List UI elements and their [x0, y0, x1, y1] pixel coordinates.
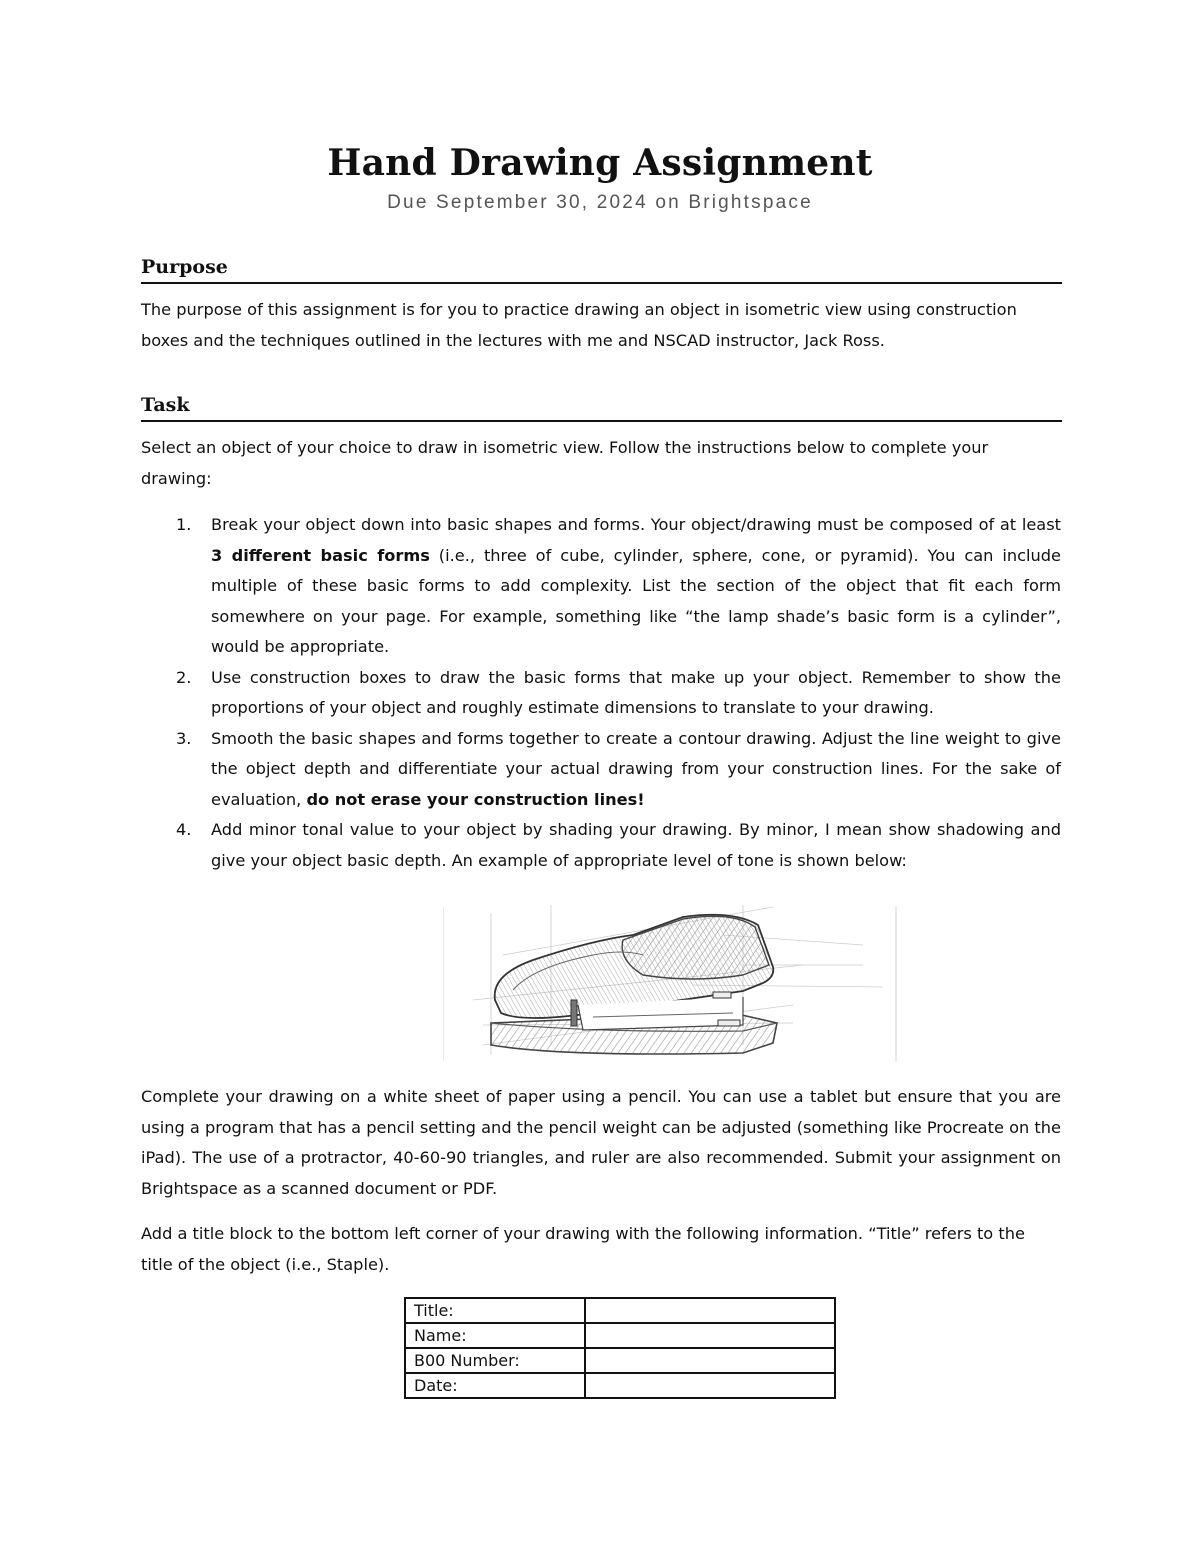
step-text: (i.e., three of cube, cylinder, sphere, cone, or pyramid). You can include multiple of these basic forms to add complexity. List the section of the object that fit each form somewhere on your page. For example, something like “the lamp shade’s basic form is a cylinder”, would be appropriate.	[211, 545, 1061, 656]
step-text: Break your object down into basic shapes and forms. Your object/drawing must be composed of at least	[211, 515, 1061, 534]
list-item	[141, 724, 1061, 816]
purpose-text: The purpose of this assignment is for you to practice drawing an object in isometric view using construction boxes and the techniques outlined in the lectures with me and NSCAD instructor, Jack Ross.	[141, 300, 1017, 350]
table-cell-value	[585, 1323, 835, 1348]
title-block-table	[404, 1297, 836, 1399]
drawing-instructions: Complete your drawing on a white sheet of paper using a pencil. You can use a tablet but ensure that you are using a program that has a pencil setting and the pencil weight can be adjusted (something like Procreate on the iPad). The use of a protractor, 40-60-90 triangles, and ruler are also recommended. Submit your assignment on Brightspace as a scanned document or PDF.	[141, 1087, 1061, 1198]
table-row	[405, 1298, 835, 1323]
list-number: 4.	[176, 820, 192, 839]
purpose-heading: Purpose	[141, 256, 1062, 284]
table-cell-value	[585, 1348, 835, 1373]
step-text: Smooth the basic shapes and forms together to create a contour drawing. Adjust the line weight to give the object depth and differentiate your actual drawing from your construction lines. For the sake of evaluation,	[211, 728, 1061, 809]
table-row	[405, 1373, 835, 1398]
table-cell-label: Title:	[405, 1298, 585, 1323]
document-subtitle: Due September 30, 2024 on Brightspace	[387, 192, 813, 213]
title-block-note: Add a title block to the bottom left corner of your drawing with the following information. “Title” refers to the title of the object (i.e., Staple).	[141, 1224, 1025, 1274]
list-item	[141, 815, 1061, 876]
task-heading: Task	[141, 394, 1062, 422]
stapler-sketch-drawing	[443, 905, 898, 1063]
document-title: Hand Drawing Assignment	[327, 142, 873, 184]
list-item	[141, 663, 1061, 724]
list-number: 1.	[176, 515, 192, 534]
list-number: 2.	[176, 667, 192, 687]
table-row	[405, 1323, 835, 1348]
table-cell-label: Name:	[405, 1323, 585, 1348]
list-number: 3.	[176, 728, 192, 748]
table-cell-value	[585, 1298, 835, 1323]
step-bold-text: do not erase your construction lines!	[306, 789, 645, 809]
table-row	[405, 1348, 835, 1373]
table-cell-value	[585, 1373, 835, 1398]
step-text: Add minor tonal value to your object by shading your drawing. By minor, I mean show shadowing and give your object basic depth. An example of appropriate level of tone is shown below:	[211, 820, 1061, 870]
step-text: Use construction boxes to draw the basic forms that make up your object. Remember to show the proportions of your object and roughly estimate dimensions to translate to your drawing.	[211, 667, 1061, 717]
stapler-sketch-image	[443, 905, 898, 1063]
table-cell-label: Date:	[405, 1373, 585, 1398]
table-cell-label: B00 Number:	[405, 1348, 585, 1373]
step-bold-text: 3 different basic forms	[211, 545, 430, 565]
instruction-list	[141, 510, 1061, 876]
list-item	[141, 510, 1061, 663]
task-intro: Select an object of your choice to draw in isometric view. Follow the instructions below to complete your drawing:	[141, 438, 989, 488]
